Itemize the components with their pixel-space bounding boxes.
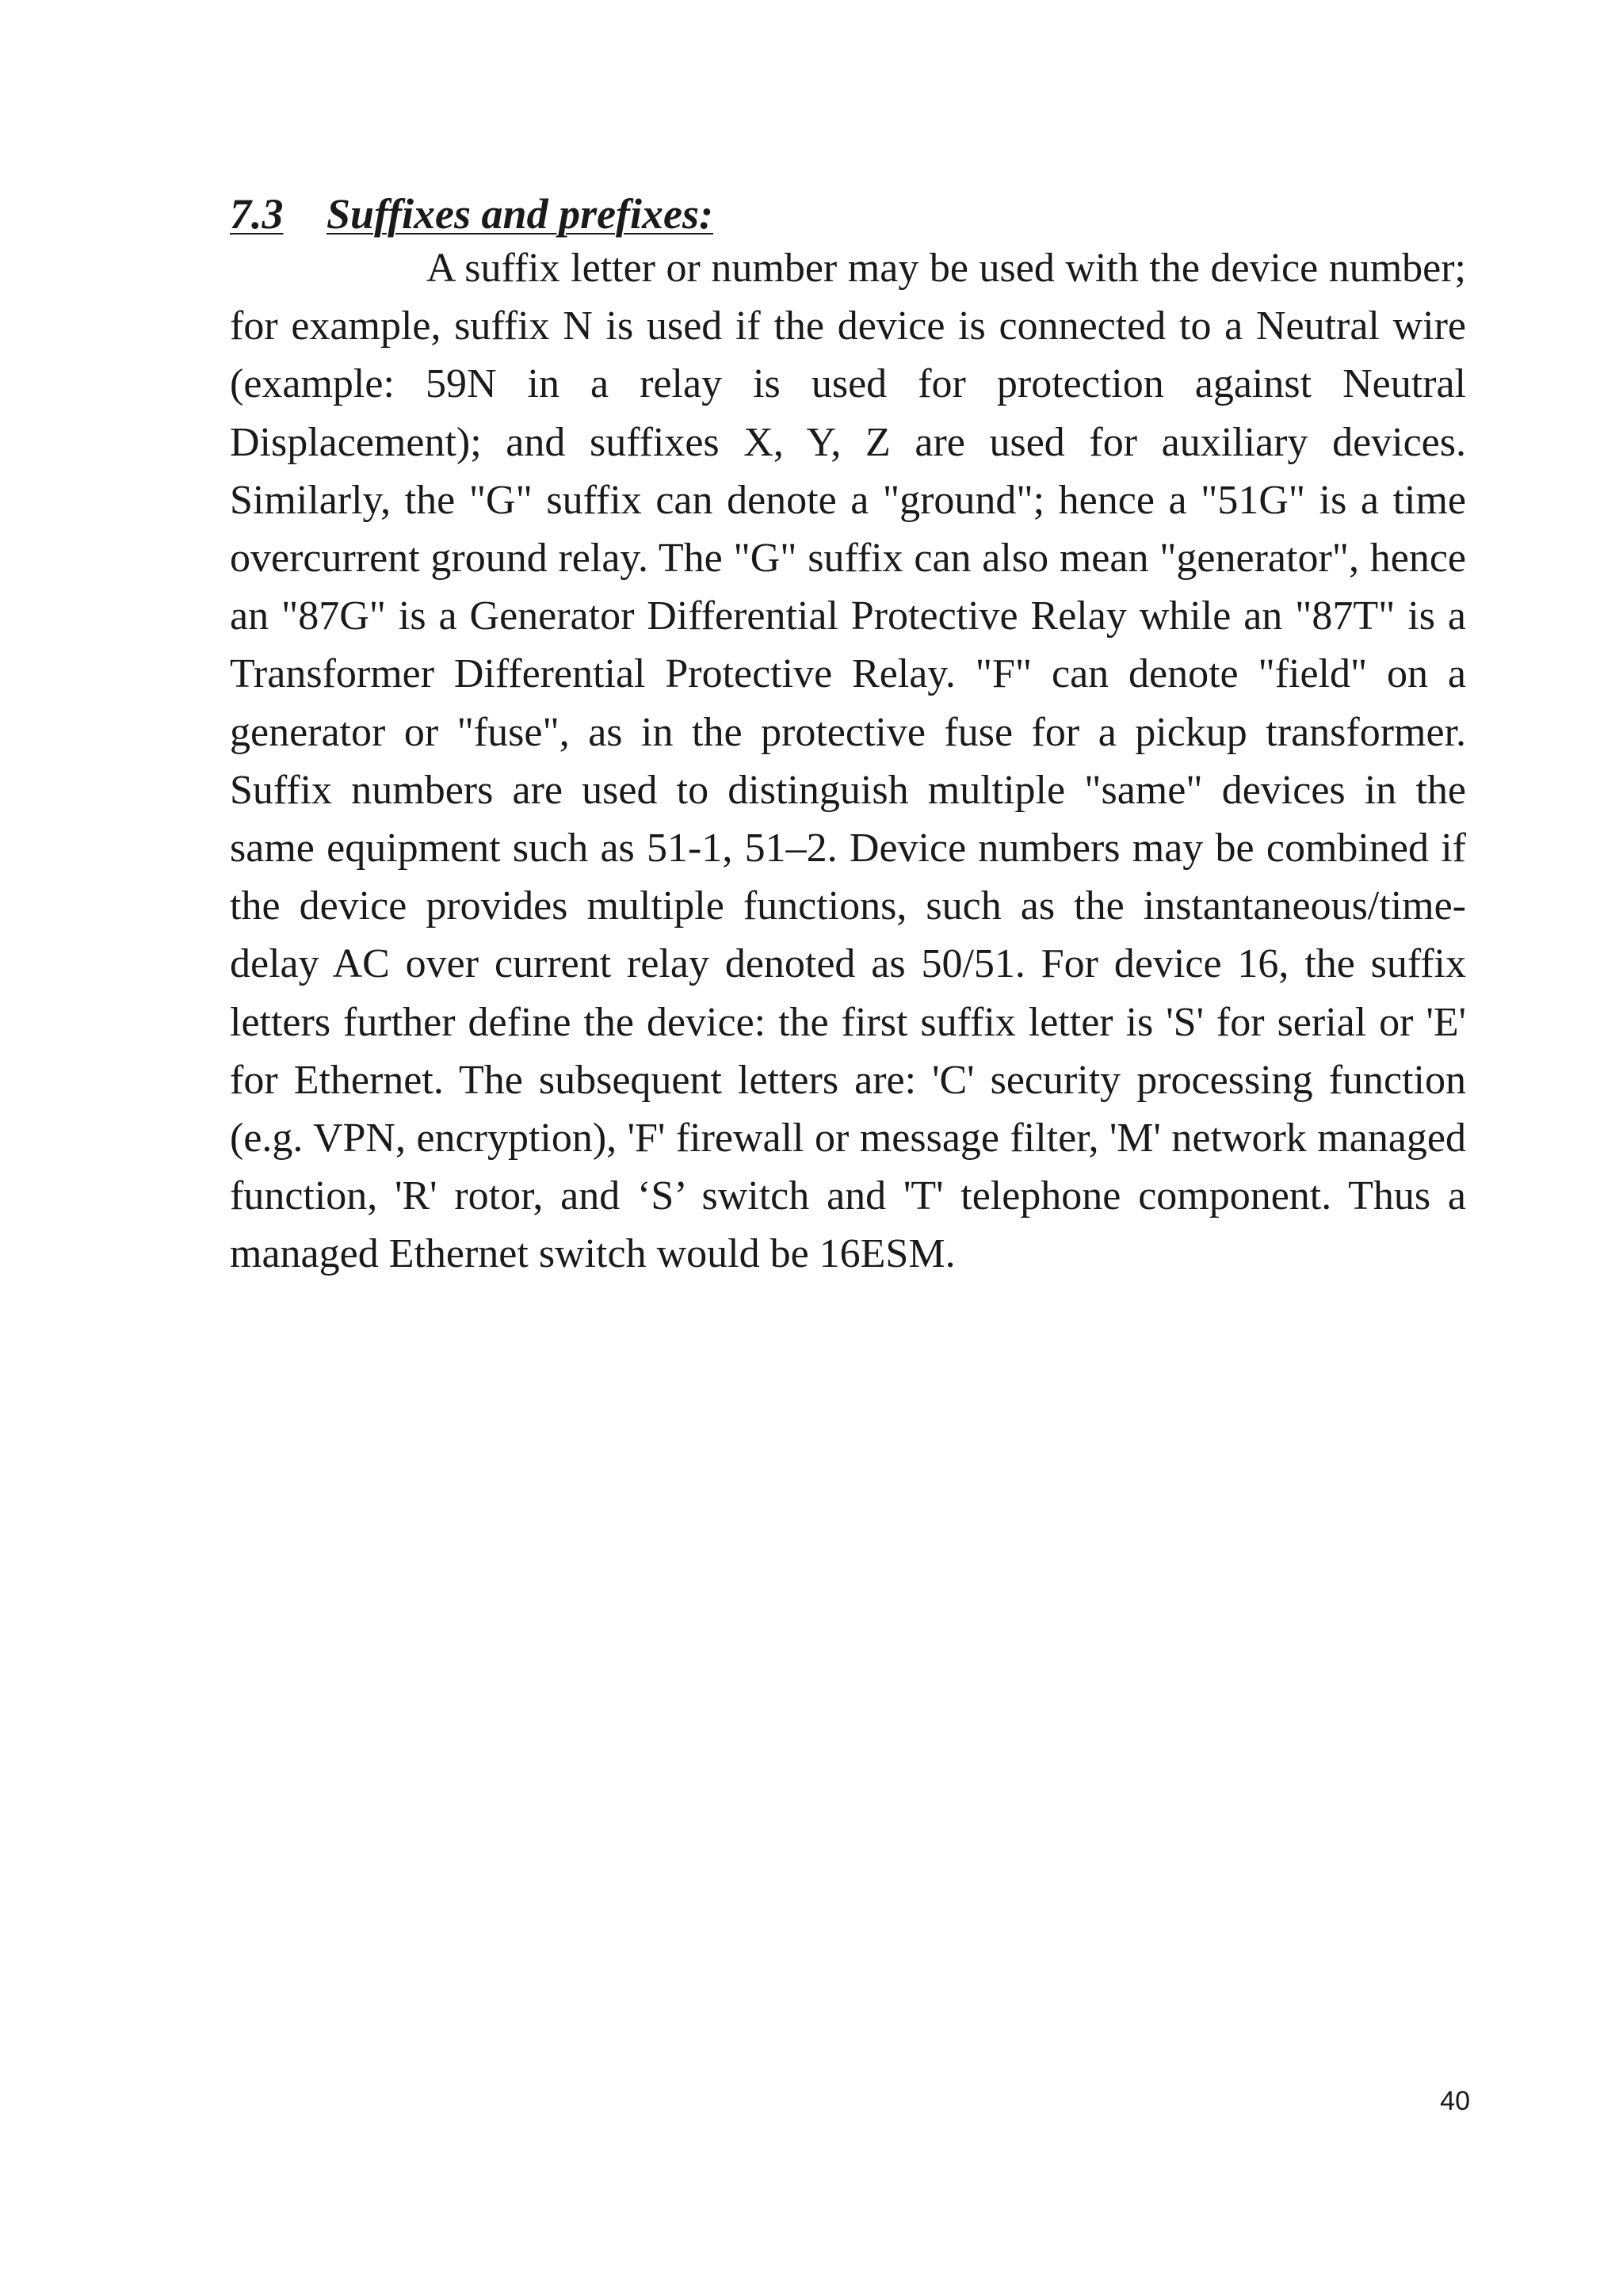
section-paragraph: A suffix letter or number may be used with the device number; for example, suffix N is used if the device is connected to a Neutral wire (example: 59N in a relay is used for protection against Neutral Displacement); and suffixes X, Y, Z are used for auxiliary devices. Similarly, the "G" suffix can denote a "ground"; hence a "51G" is a time overcurrent ground relay. The "G" suffix can also mean "generator", hence an "87G" is a Generator Differential Protective Relay while an "87T" is a Transformer Differential Protective Relay. "F" can denote "field" on a generator or "fuse", as in the protective fuse for a pickup transformer. Suffix numbers are used to distinguish multiple "same" devices in the same equipment such as 51-1, 51–2. Device numbers may be combined if the device provides multiple functions, such as the instantaneous/time-delay AC over current relay denoted as 50/51. For device 16, the suffix letters further define the device: the first suffix letter is 'S' for serial or 'E' for Ethernet. The subsequent letters are: 'C' security processing function (e.g. VPN, encryption), 'F' firewall or message filter, 'M' network managed function, 'R' rotor, and ‘S’ switch and 'T' telephone component. Thus a managed Ethernet switch would be 16ESM.	[230, 246, 1466, 1277]
section-7-3	[230, 189, 1466, 1283]
page-number: 40	[1440, 2086, 1470, 2116]
section-title: Suffixes and prefixes:	[327, 190, 714, 238]
section-heading	[230, 189, 1466, 239]
section-number: 7.3	[230, 190, 284, 238]
